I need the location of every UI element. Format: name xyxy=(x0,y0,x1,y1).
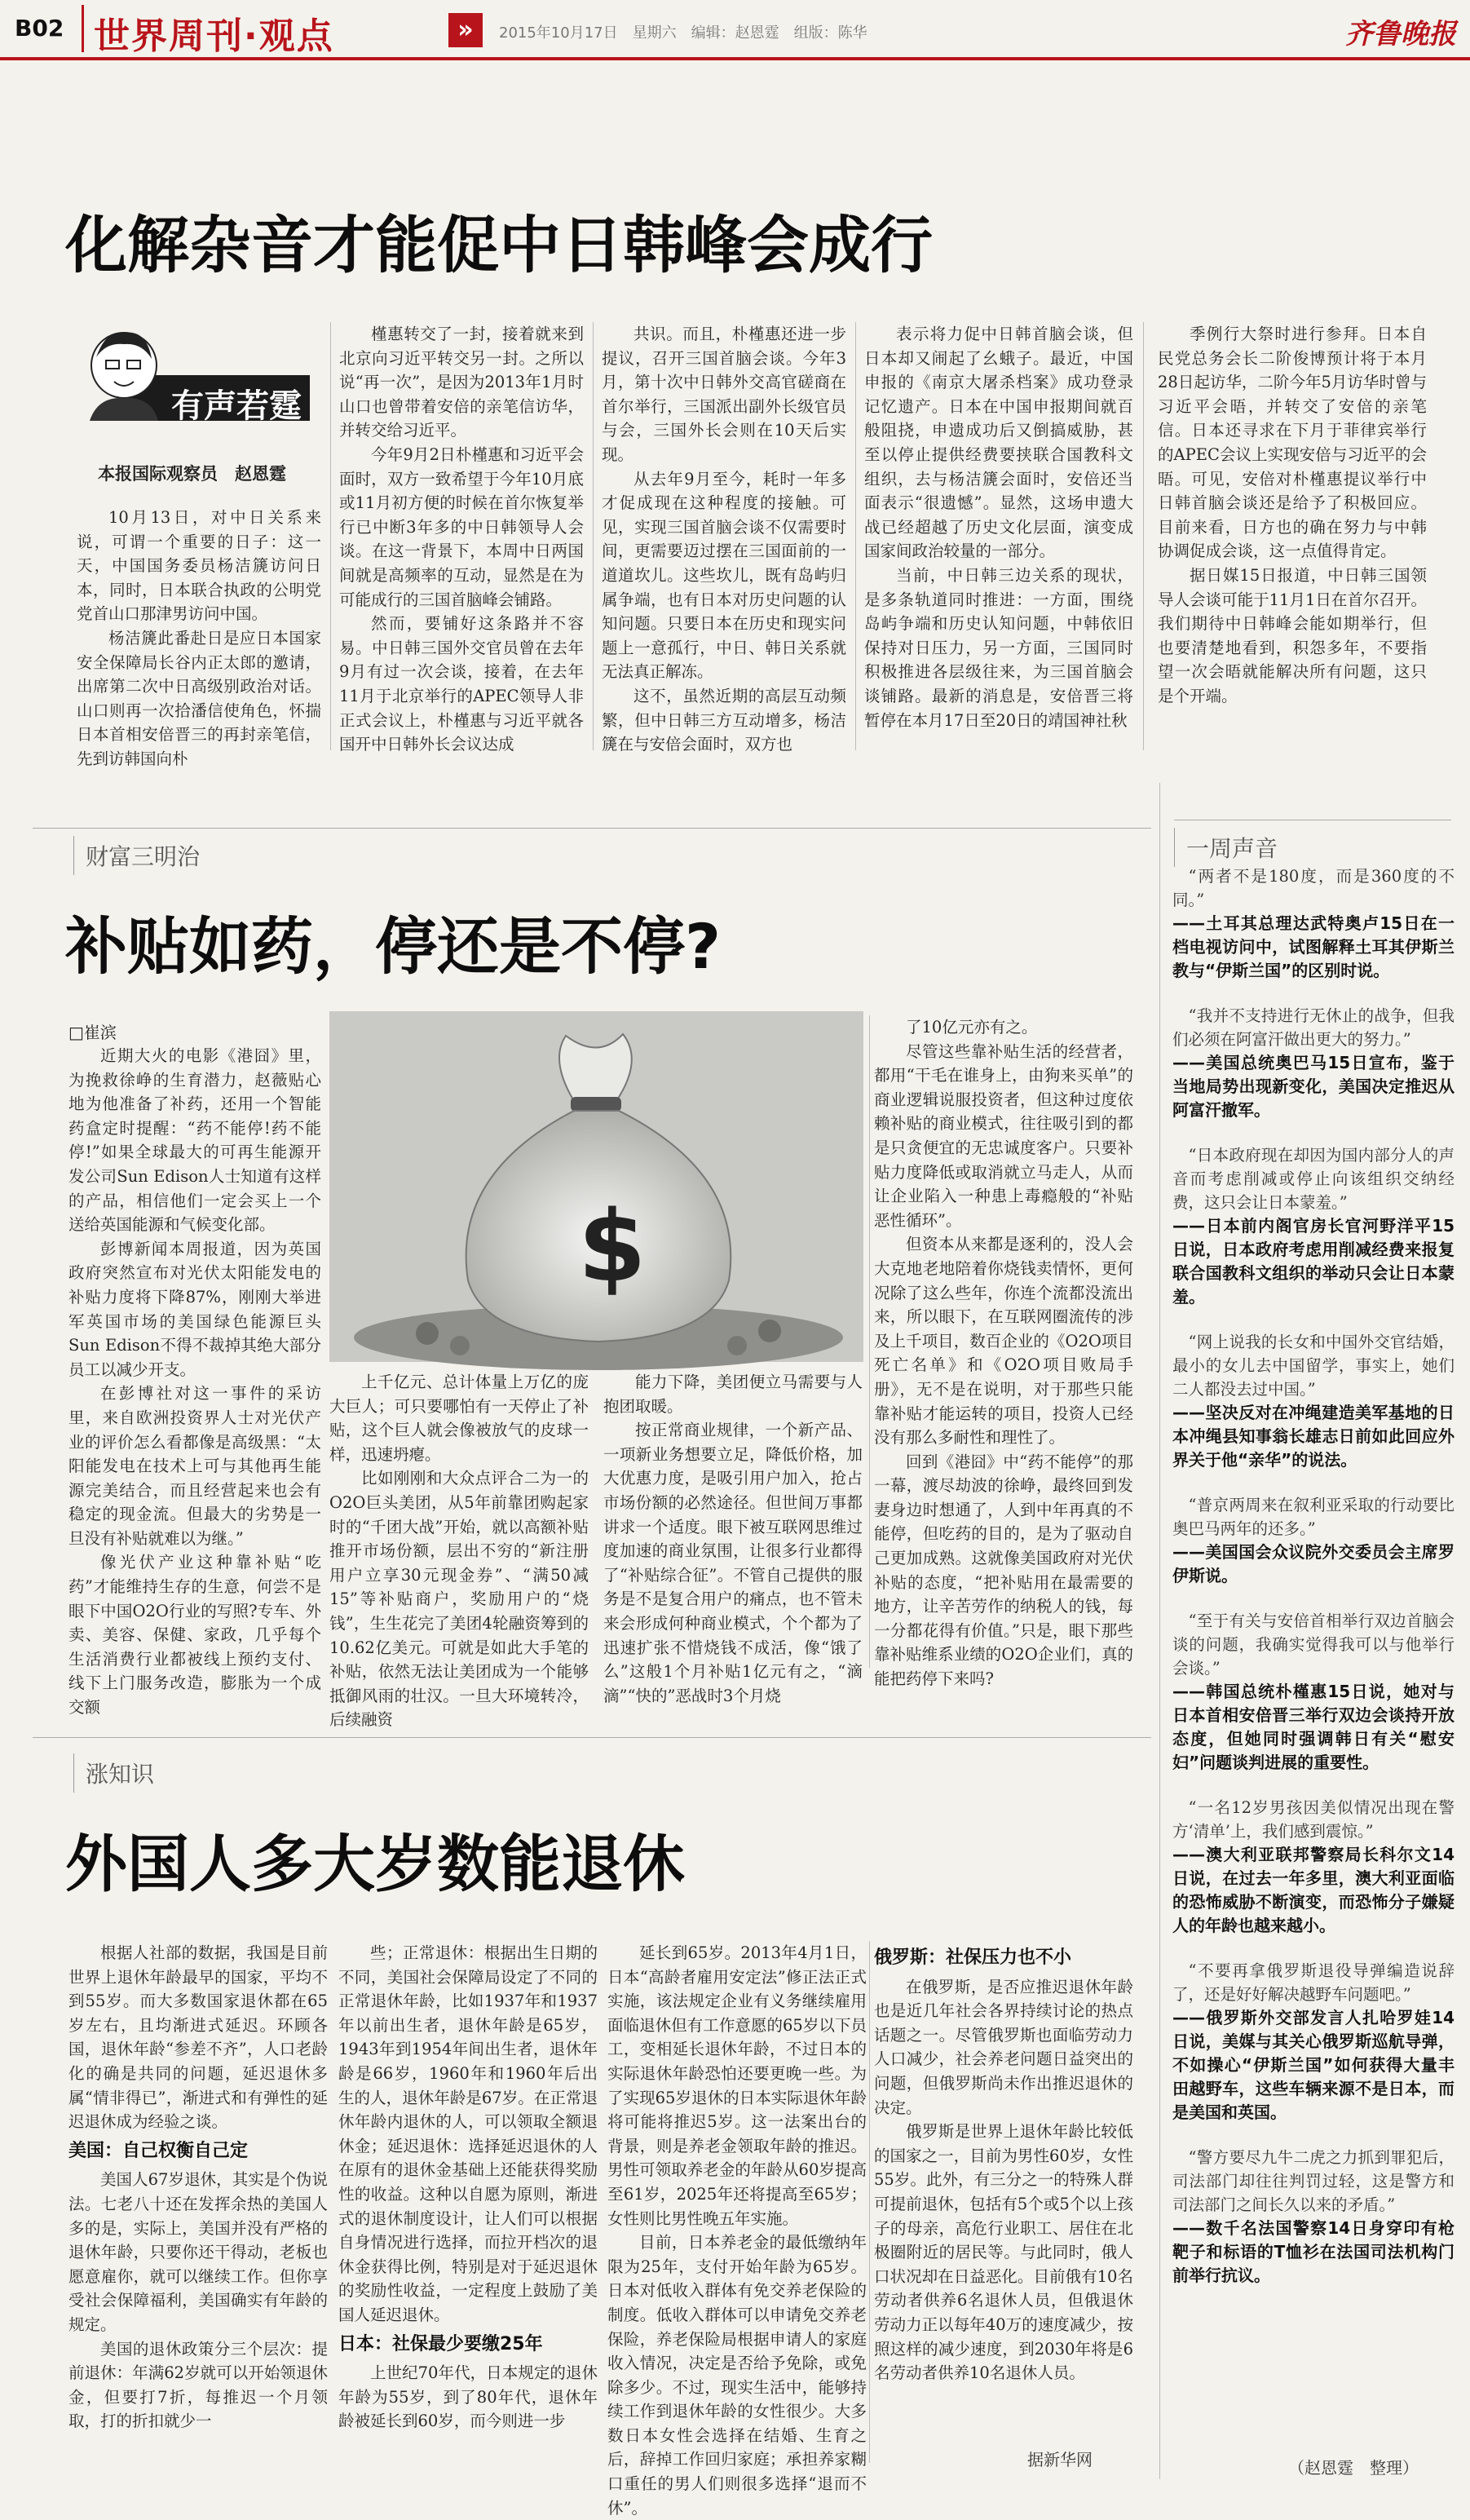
quotes-kicker: 一周声音 xyxy=(1174,828,1289,867)
article1-column-1 xyxy=(77,506,321,768)
quote-text: “一名12岁男孩因美似情况出现在警方‘清单’上，我们感到震惊。” xyxy=(1172,1798,1455,1841)
section-us-title: 美国：自己权衡自己定 xyxy=(68,2140,249,2161)
issue-meta: 2015年10月17日 星期六 编辑：赵恩霆 组版：陈华 xyxy=(499,24,867,42)
column-divider xyxy=(1159,783,1160,2479)
column-name: 有声若霆 xyxy=(171,387,302,425)
quote-source: ——数千名法国警察14日身穿印有枪靶子和标语的T恤衫在法国司法机构门前举行抗议。 xyxy=(1172,2218,1455,2285)
paragraph: 10月13日，对中日关系来说，可谓一个重要的日子：这一天，中国国务委员杨洁篪访问日本，同时，日本联合执政的公明党党首山口那津男访问中国。 xyxy=(77,508,321,624)
article3-column-4 xyxy=(874,1941,1133,2463)
paragraph: 能力下降，美团便立马需要与人抱团取暖。 xyxy=(603,1373,863,1416)
quote-text: “日本政府现在却因为国内部分人的声音而考虑削减或停止向该组织交纳经费，这只会让日本蒙羞。” xyxy=(1172,1146,1455,1212)
paragraph: 今年9月2日朴槿惠和习近平会面时，双方一致希望于今年10月底或11月初方便的时候在首尔恢复举行已中断3年多的中日韩领导人会谈。在这一背景下，本周中日两国间就是高频率的互动，显然是在为可能成行的三国首脑峰会铺路。 xyxy=(339,444,584,609)
section-jp-title: 日本：社保最少要缴25年 xyxy=(338,2333,543,2354)
article1-title: 化解杂音才能促中日韩峰会成行 xyxy=(65,209,933,281)
quote-item xyxy=(1172,1609,1455,1775)
quote-source: ——澳大利亚联邦警察局长科尔文14日说，在过去一年多里，澳大利亚面临的恐怖威胁不断演变，而恐怖分子嫌疑人的年龄也越来越小。 xyxy=(1172,1845,1455,1935)
quote-source: ——美国国会众议院外交委员会主席罗伊斯说。 xyxy=(1172,1542,1455,1585)
quote-source: ——韩国总统朴槿惠15日说，她对与日本首相安倍晋三举行双边会谈持开放态度，但她同时强调韩日有关“慰安妇”问题谈判进展的重要性。 xyxy=(1172,1682,1455,1772)
page-header xyxy=(0,0,1470,59)
column-divider xyxy=(869,1941,870,2463)
paragraph: 槿惠转交了一封，接着就来到北京向习近平转交另一封。之所以说“再一次”，是因为2013年1月时山口也曾带着安倍的亲笔信访华，并转交给习近平。 xyxy=(339,325,584,440)
paragraph: 表示将力促中日韩首脑会谈，但日本却又闹起了幺蛾子。最近，中国申报的《南京大屠杀档案》成功登录记忆遗产。日本在中国申报期间就百般阻挠，申遗成功后又倒搞威胁，甚至以停止提供经费要挟联合国教科文组织，去与杨洁篪会面时，安倍还当面表示“很遗憾”。显然，这场申遗大战已经超越了历史文化层面，演变成国家间政治较量的一部分。 xyxy=(864,325,1133,561)
quote-source: ——美国总统奥巴马15日宣布，鉴于当地局势出现新变化，美国决定推迟从阿富汗撤军。 xyxy=(1172,1053,1455,1120)
money-bag-icon xyxy=(329,1011,863,1362)
paragraph: 按正常商业规律，一个新产品、一项新业务想要立足，降低价格，加大优惠力度，是吸引用户加入，抢占市场份额的必然途径。但世间万事都讲求一个适度。眼下被互联网思维过度加速的商业氛围，让很多行业都得了“补贴综合征”。不管自己提供的服务是不是复合用户的痛点，也不管未来会形成何种商业模式，个个都为了迅速扩张不惜烧钱不成活，像“饿了么”这般1个月补贴1亿元有之，“滴滴”“快的”恶战时3个月烧 xyxy=(603,1421,863,1705)
article2-column-4 xyxy=(874,1015,1133,1689)
section-title: 世界周刊·观点 xyxy=(94,15,334,57)
article3-column-2 xyxy=(338,1941,598,2463)
quote-source: ——坚决反对在冲绳建造美军基地的日本冲绳县知事翁长雄志日前如此回应外界关于他“亲华”的说法。 xyxy=(1172,1403,1455,1470)
paragraph: 像光伏产业这种靠补贴“吃药”才能维持生存的生意，何尝不是眼下中国O2O行业的写照?专车、外卖、美容、保健、家政，几乎每个生活消费行业都被线上预约支付、线下上门服务改造，膨胀为一个成交额 xyxy=(68,1553,321,1718)
column-divider xyxy=(593,322,594,750)
section-rule xyxy=(33,1737,1151,1738)
paragraph: 共识。而且，朴槿惠还进一步提议，召开三国首脑会谈。今年3月，第十次中日韩外交高官磋商在首尔举行，三国派出副外长级官员与会，三国外长会则在10天后实现。 xyxy=(602,325,846,464)
article2-kicker: 财富三明治 xyxy=(73,836,211,875)
article2-byline: □崔滨 xyxy=(68,1023,117,1042)
paragraph: 美国的退休政策分三个层次：提前退休：年满62岁就可以开始领退休金，但要打7折，每推迟一个月领取，打的折扣就少一 xyxy=(68,2339,328,2431)
column-logo xyxy=(73,318,318,440)
quote-source: ——俄罗斯外交部发言人扎哈罗娃14日说，美媒与其关心俄罗斯巡航导弹，不如操心“伊斯兰国”如何获得大量丰田越野车，这些车辆来源不是日本，而是美国和英国。 xyxy=(1172,2008,1455,2122)
paragraph: 据日媒15日报道，中日韩三国领导人会谈可能于11月1日在首尔召开。我们期待中日韩峰会能如期举行，但也要清楚地看到，积怨多年，不要指望一次会晤就能解决所有问题，这只是个开端。 xyxy=(1158,565,1427,705)
paragraph: 比如刚刚和大众点评合二为一的O2O巨头美团，从5年前靠团购起家时的“千团大战”开始，就以高额补贴推开市场份额，层出不穷的“新注册用户立享30元现金券”、“满50减15”等补贴商户，奖励用户的“烧钱”，生生花完了美团4轮融资筹到的10.62亿美元。可就是如此大手笔的补贴，依然无法让美团成为一个能够抵御风雨的壮汉。一旦大环境转冷，后续融资 xyxy=(329,1469,589,1730)
paragraph: 了10亿元亦有之。 xyxy=(906,1018,1038,1037)
page-number: B02 xyxy=(15,15,64,42)
quote-text: “不要再拿俄罗斯退役导弹编造说辞了，还是好好解决越野车问题吧。” xyxy=(1172,1961,1455,2004)
quote-text: “警方要尽九牛二虎之力抓到罪犯后，司法部门却往往判罚过轻，这是警方和司法部门之间长久以来的矛盾。” xyxy=(1172,2148,1455,2214)
column-divider xyxy=(869,1015,870,1668)
quote-source: ——日本前内阁官房长官河野洋平15日说，日本政府考虑用削减经费来报复联合国教科文组织的举动只会让日本蒙羞。 xyxy=(1172,1216,1455,1306)
paragraph: 美国人67岁退休，其实是个伪说法。七老八十还在发挥余热的美国人多的是，实际上，美国并没有严格的退休年龄，只要你还干得动，老板也愿意雇你，就可以继续工作。但你享受社会保障福利，美国确实有年龄的规定。 xyxy=(68,2170,328,2334)
quote-item xyxy=(1172,1796,1455,1938)
article2-column-1 xyxy=(68,1044,321,1718)
paragraph: 彭博新闻本周报道，因为英国政府突然宣布对光伏太阳能发电的补贴力度将下降87%，刚刚大举进军英国市场的美国绿色能源巨头Sun Edison不得不裁掉其绝大部分员工以减少开支。 xyxy=(68,1239,321,1379)
quotes-editor: （赵恩霆 整理） xyxy=(1288,2458,1419,2478)
article2-column-2 xyxy=(329,1370,589,1730)
paragraph: 在彭博社对这一事件的采访里，来自欧洲投资界人士对光伏产业的评价怎么看都像是高级黑：“太阳能发电在技术上可与其他再生能源完美结合，而且经营起来也会有稳定的现金流。但最大的劣势是一旦没有补贴就难以为继。” xyxy=(68,1384,321,1548)
article1-column-5 xyxy=(1158,322,1427,750)
column-divider xyxy=(855,322,856,750)
paragraph: 这不，虽然近期的高层互动频繁，但中日韩三方互动增多，杨洁篪在与安倍会面时，双方也 xyxy=(602,686,846,754)
quote-text: “网上说我的长女和中国外交官结婚，最小的女儿去中国留学，事实上，她们二人都没去过中国。” xyxy=(1172,1333,1455,1399)
quote-text: “我并不支持进行无休止的战争，但我们必须在阿富汗做出更大的努力。” xyxy=(1172,1006,1455,1049)
article1-byline: 本报国际观察员 赵恩霆 xyxy=(98,464,286,484)
paragraph: 目前，日本养老金的最低缴纳年限为25年，支付开始年龄为65岁。日本对低收入群体有免交养老保险的制度。低收入群体可以申请免交养老保险，养老保险局根据申请人的家庭收入情况，决定是否给予免除，或免除多少。不过，现实生活中，能够持续工作到退休年龄的女性很少。大多数日本女性会选择在结婚、生育之后，辞掉工作回归家庭；承担养家糊口重任的男人们则很多选择“退而不休”。 xyxy=(607,2233,867,2518)
quote-text: “两者不是180度，而是360度的不同。” xyxy=(1172,867,1455,909)
quote-item xyxy=(1172,1143,1455,1309)
quote-item xyxy=(1172,864,1455,983)
section-ru-title: 俄罗斯：社保压力也不小 xyxy=(874,1947,1072,1968)
quotes-list xyxy=(1172,864,1455,2309)
arrow-icon: » xyxy=(448,13,483,47)
paragraph: 然而，要铺好这条路并不容易。中日韩三国外交官员曾在去年9月有过一次会谈，接着，在去年11月于北京举行的APEC领导人非正式会议上，朴槿惠与习近平就各国开中日韩外长会议达成 xyxy=(339,614,584,754)
article1-column-4 xyxy=(864,322,1133,750)
article3-column-1 xyxy=(68,1941,328,2463)
article3-title: 外国人多大岁数能退休 xyxy=(65,1828,685,1900)
header-divider xyxy=(82,5,84,52)
quote-source: ——土耳其总理达武特奥卢15日在一档电视访问中，试图解释土耳其伊斯兰教与“伊斯兰国”的区别时说。 xyxy=(1172,913,1455,980)
paragraph: 些；正常退休：根据出生日期的不同，美国社会保障局设定了不同的正常退休年龄，比如1937年和1937年以前出生者，退休年龄是65岁，1943年到1954年间出生者，退休年龄是66岁，1960年和1960年后出生的人，退休年龄是67岁。在正常退休年龄内退休的人，可以领取全额退休金；延迟退休：选择延迟退休的人在原有的退休金基础上还能获得奖励性的收益。这种以自愿为原则，渐进式的退休制度设计，让人们可以根据自身情况进行选择，而拉开档次的退休金获得比例，特别是对于延迟退休的奖励性收益，一定程度上鼓励了美国人延迟退休。 xyxy=(338,1943,598,2324)
paragraph: 杨洁篪此番赴日是应日本国家安全保障局长谷内正太郎的邀请，出席第二次中日高级别政治对话。山口则再一次拾潘信使角色，怀揣日本首相安倍晋三的再封亲笔信，先到访韩国向朴 xyxy=(77,628,321,768)
section-rule xyxy=(33,828,1151,829)
article3-kicker: 涨知识 xyxy=(73,1753,166,1793)
column-divider xyxy=(1143,322,1144,750)
paragraph: 从去年9月至今，耗时一年多才促成现在这种程度的接触。可见，实现三国首脑会谈不仅需要时间，更需要迈过摆在三国面前的一道道坎儿。这些坎儿，既有岛屿归属争端，也有日本对历史问题的认知问题。只要日本在历史和现实问题上一意孤行，中日、韩日关系就无法真正解冻。 xyxy=(602,469,846,682)
article1-column-3 xyxy=(602,322,846,754)
quote-item xyxy=(1172,1493,1455,1588)
quote-item xyxy=(1172,1004,1455,1122)
paragraph: 季例行大祭时进行参拜。日本自民党总务会长二阶俊博预计将于本月28日起访华，二阶今年5月访华时曾与习近平会晤，并转交了安倍的亲笔信。日本还寻求在下月于菲律宾举行的APEC会议上实现安倍与习近平的会晤。可见，安倍对朴槿惠提议举行中日韩首脑会谈还是给予了积极回应。目前来看，日方也的确在努力与中韩协调促成会谈，这一点值得肯定。 xyxy=(1158,325,1427,561)
paragraph: 当前，中日韩三边关系的现状，是多条轨道同时推进：一方面，围绕岛屿争端和历史认知问题，中韩依旧保持对日压力，另一方面，三国同时积极推进各层级往来，为三国首脑会谈铺路。最新的消息是，安倍晋三将暂停在本月17日至20日的靖国神社秋 xyxy=(864,565,1133,730)
paragraph: 回到《港囧》中“药不能停”的那一幕，渡尽劫波的徐峥，最终回到发妻身边时想通了，人到中年再真的不能停，但吃药的目的，是为了驱动自己更加成熟。这就像美国政府对光伏补贴的态度，“把补贴用在最需要的地方，让辛苦劳作的纳税人的钱，每一分都花得有价值。”只是，眼下那些靠补贴维系业绩的O2O企业们，真的能把药停下来吗? xyxy=(874,1452,1133,1689)
article3-column-3 xyxy=(607,1941,867,2518)
svg-text:$: $ xyxy=(578,1191,647,1304)
quote-item xyxy=(1172,1959,1455,2124)
article3-credit: 据新华网 xyxy=(1027,2450,1093,2469)
article2-title: 补贴如药，停还是不停? xyxy=(65,910,722,983)
article2-column-3 xyxy=(603,1370,863,1705)
money-bag-photo xyxy=(329,1011,863,1362)
paragraph: 俄罗斯是世界上退休年龄比较低的国家之一，目前为男性60岁，女性55岁。此外，有三分之一的特殊人群可提前退休，包括有5个或5个以上孩子的母亲，高危行业职工、居住在北极圈附近的居民等。与此同时，俄人口状况却在日益恶化。目前俄有10名劳动者供养6名退休人员，但俄退休劳动力正以每年40万的速度减少，按照这样的减少速度，到2030年将是6名劳动者供养10名退休人员。 xyxy=(874,2122,1133,2383)
paragraph: 但资本从来都是逐利的，没人会大克地老地陪着你烧钱卖情怀，更何况除了这么些年，你连个流都没流出来，所以眼下，在互联网圈流传的涉及上千项目，数百企业的《O2O项目死亡名单》和《O2O项目败局手册》，无不是在说明，对于那些只能靠补贴才能运转的项目，投资人已经没有那么多耐性和理性了。 xyxy=(874,1235,1133,1448)
quote-item xyxy=(1172,1330,1455,1472)
paragraph: 上世纪70年代，日本规定的退休年龄为55岁，到了80年代，退休年龄被延长到60岁，而今则进一步 xyxy=(338,2363,598,2431)
column-divider xyxy=(330,322,331,750)
article1-column-2 xyxy=(339,322,584,754)
quote-text: “普京两周来在叙利亚采取的行动要比奥巴马两年的还多。” xyxy=(1172,1496,1455,1538)
header-rule xyxy=(0,57,1470,60)
paragraph: 尽管这些靠补贴生活的经营者，都用“干毛在谁身上，由狗来买单”的商业逻辑说服投资者，但这种过度依赖补贴的商业模式，往往吸引到的都是只贪便宜的无忠诚度客户。只要补贴力度降低或取消就立马走人，从而让企业陷入一种患上毒瘾般的“补贴恶性循环”。 xyxy=(874,1041,1133,1230)
paragraph: 延长到65岁。2013年4月1日，日本“高龄者雇用安定法”修正法正式实施，该法规定企业有义务继续雇用面临退休但有工作意愿的65岁以下员工，变相延长退休年龄，不过日本的实际退休年龄恐怕还要更晚一些。为了实现65岁退休的日本实际退休年龄将可能将推迟5岁。这一法案出台的背景，则是养老金领取年龄的推迟。男性可领取养老金的年龄从60岁提高至61岁，2025年还将提高至65岁；女性则比男性晚五年实施。 xyxy=(607,1943,867,2228)
quote-text: “至于有关与安倍首相举行双边首脑会谈的问题，我确实觉得我可以与他举行会谈。” xyxy=(1172,1611,1455,1678)
paragraph: 在俄罗斯，是否应推迟退休年龄也是近几年社会各界持续讨论的热点话题之一。尽管俄罗斯也面临劳动力人口减少，社会养老问题日益突出的问题，但俄罗斯尚未作出推迟退休的决定。 xyxy=(874,1977,1133,2117)
quote-item xyxy=(1172,2146,1455,2288)
paragraph: 上千亿元、总计体量上万亿的庞大巨人；可只要哪怕有一天停止了补贴，这个巨人就会像被放气的皮球一样，迅速坍瘪。 xyxy=(329,1373,589,1464)
newspaper-logo: 齐鲁晚报 xyxy=(1345,18,1456,51)
paragraph: 近期大火的电影《港囧》里，为挽救徐峥的生育潜力，赵薇贴心地为他准备了补药，还用一个智能药盒定时提醒：“药不能停!药不能停!”如果全球最大的可再生能源开发公司Sun Edison人士知道有这样的产品，相信他们一定会买上一个送给英国能源和气候变化部。 xyxy=(68,1046,321,1235)
paragraph: 根据人社部的数据，我国是目前世界上退休年龄最早的国家，平均不到55岁。而大多数国家退休都在65岁左右，且均渐进式延迟。环顾各国，退休年龄“参差不齐”，人口老龄化的确是共同的问题，延迟退休多属“情非得已”，渐进式和有弹性的延迟退休成为经验之谈。 xyxy=(68,1943,328,2132)
